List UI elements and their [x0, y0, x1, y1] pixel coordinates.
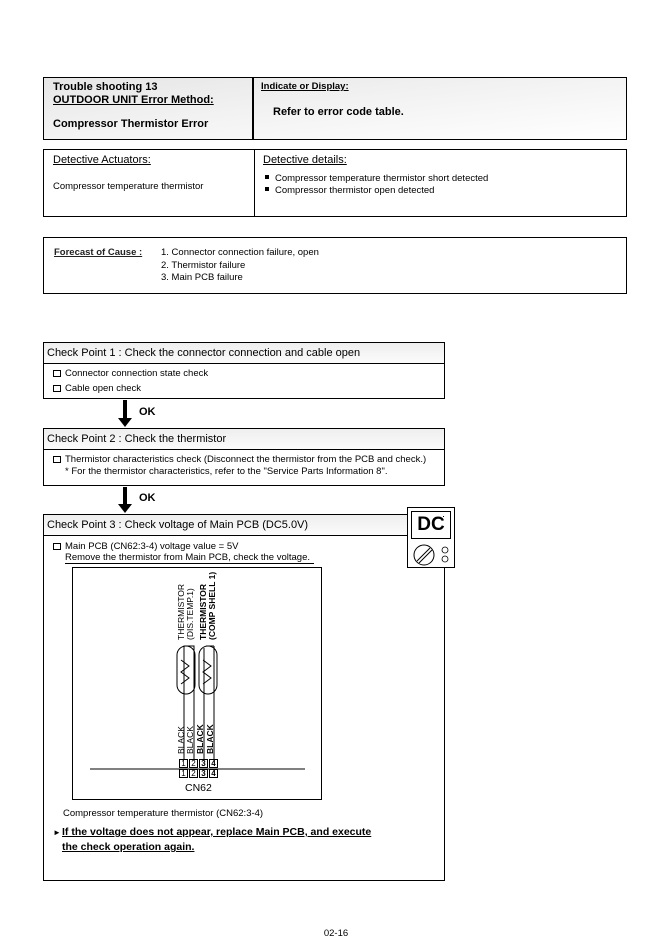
meter-display: DC [411, 511, 451, 539]
header-left-cell [44, 78, 254, 139]
indicate-label: Indicate or Display: [261, 81, 349, 92]
check-point-1-body [43, 364, 445, 399]
detail-text: Compressor temperature thermistor short detected [275, 173, 489, 184]
check-point-3-note-wrap [53, 552, 435, 563]
trouble-shooting-number: Trouble shooting 13 [53, 81, 158, 93]
checkbox-icon[interactable] [53, 456, 61, 463]
checkbox-icon[interactable] [53, 543, 61, 550]
detective-actuators-label: Detective Actuators: [53, 154, 151, 166]
action-text: the check operation again. [62, 841, 195, 853]
forecast-causes [161, 247, 319, 284]
check-point-3-title: Check Point 3 : Check voltage of Main PCB (DC5.0V) [43, 514, 445, 536]
list-item [263, 185, 618, 197]
list-item [263, 173, 618, 185]
diagram-caption: Compressor temperature thermistor (CN62:3-4) [63, 808, 264, 819]
checkbox-icon[interactable] [53, 370, 61, 377]
label-line: (COMP SHELL 1) [207, 571, 217, 640]
checklist-text: Main PCB (CN62:3-4) voltage value = 5V [65, 541, 239, 552]
check-point-3-action [53, 825, 371, 854]
forecast-box [43, 237, 627, 294]
meter-lead [444, 568, 445, 576]
header-right-cell [254, 78, 626, 139]
wiring-diagram [72, 567, 322, 800]
connector-pin: 2 [189, 769, 198, 778]
header-table [43, 77, 627, 140]
ok-label: OK [139, 406, 156, 418]
error-name: Compressor Thermistor Error [53, 118, 209, 130]
cause-item: 3. Main PCB failure [161, 272, 243, 283]
checklist-text: Cable open check [65, 382, 142, 394]
meter-dial-icon [408, 540, 456, 569]
indicate-value: Refer to error code table. [273, 106, 404, 118]
checklist-item [53, 541, 435, 552]
connector-pin: 1 [179, 769, 188, 778]
label-line: (DIS.TEMP.1) [185, 588, 195, 640]
checklist-item [53, 454, 435, 466]
checklist-item [53, 382, 435, 397]
detective-details-label: Detective details: [263, 154, 347, 166]
dc-multimeter-icon [407, 507, 455, 568]
check-point-2-body [43, 450, 445, 486]
connector-pin: 1 [179, 759, 188, 768]
action-line-1 [53, 825, 371, 840]
triangle-right-icon: ► [53, 828, 61, 837]
checkbox-icon[interactable] [53, 385, 61, 392]
connector-label: CN62 [185, 782, 212, 794]
action-line-2 [53, 840, 371, 854]
wire-color-label: BLACK [195, 724, 205, 754]
forecast-label: Forecast of Cause : [54, 247, 143, 258]
bullet-icon [265, 175, 269, 179]
page-number: 02-16 [323, 928, 349, 939]
meter-lead [443, 516, 444, 517]
label-line: THERMISTOR [198, 583, 208, 640]
check-point-1-title: Check Point 1 : Check the connector connection and cable open [43, 342, 445, 364]
connector-pin: 4 [209, 769, 218, 778]
connector-pin: 4 [209, 759, 218, 768]
wire-color-label: BLACK [176, 726, 186, 754]
action-text: If the voltage does not appear, replace Main PCB, and execute [62, 826, 372, 838]
ok-label: OK [139, 492, 156, 504]
detective-actuator: Compressor temperature thermistor [53, 181, 204, 192]
detail-text: Compressor thermistor open detected [275, 185, 435, 196]
check-point-2-title: Check Point 2 : Check the thermistor [43, 428, 445, 450]
detective-actuators-cell [44, 150, 255, 216]
label-line: THERMISTOR [176, 583, 186, 640]
connector-pin: 3 [199, 769, 208, 778]
checklist-text: Connector connection state check [65, 368, 209, 379]
flow-arrow-down-icon [118, 487, 132, 514]
cause-item: 1. Connector connection failure, open [161, 247, 319, 258]
connector-pin: 3 [199, 759, 208, 768]
checklist-item [53, 367, 435, 382]
detective-details-list [263, 173, 618, 197]
detective-table [43, 149, 627, 217]
wire-color-label: BLACK [205, 724, 215, 754]
connector-pin: 2 [189, 759, 198, 768]
check-point-2-note: * For the thermistor characteristics, refer to the "Service Parts Information 8". [65, 465, 388, 477]
cause-item: 2. Thermistor failure [161, 259, 246, 271]
detective-details-cell [255, 150, 626, 216]
bullet-icon [265, 187, 269, 191]
check-point-3-note: Remove the thermistor from Main PCB, check the voltage. [65, 552, 314, 564]
error-method-label: OUTDOOR UNIT Error Method: [53, 94, 214, 106]
checklist-text: Thermistor characteristics check (Disconnect the thermistor from the PCB and check.) [65, 454, 427, 465]
flow-arrow-down-icon [118, 400, 132, 428]
wire-color-label: BLACK [185, 726, 195, 754]
